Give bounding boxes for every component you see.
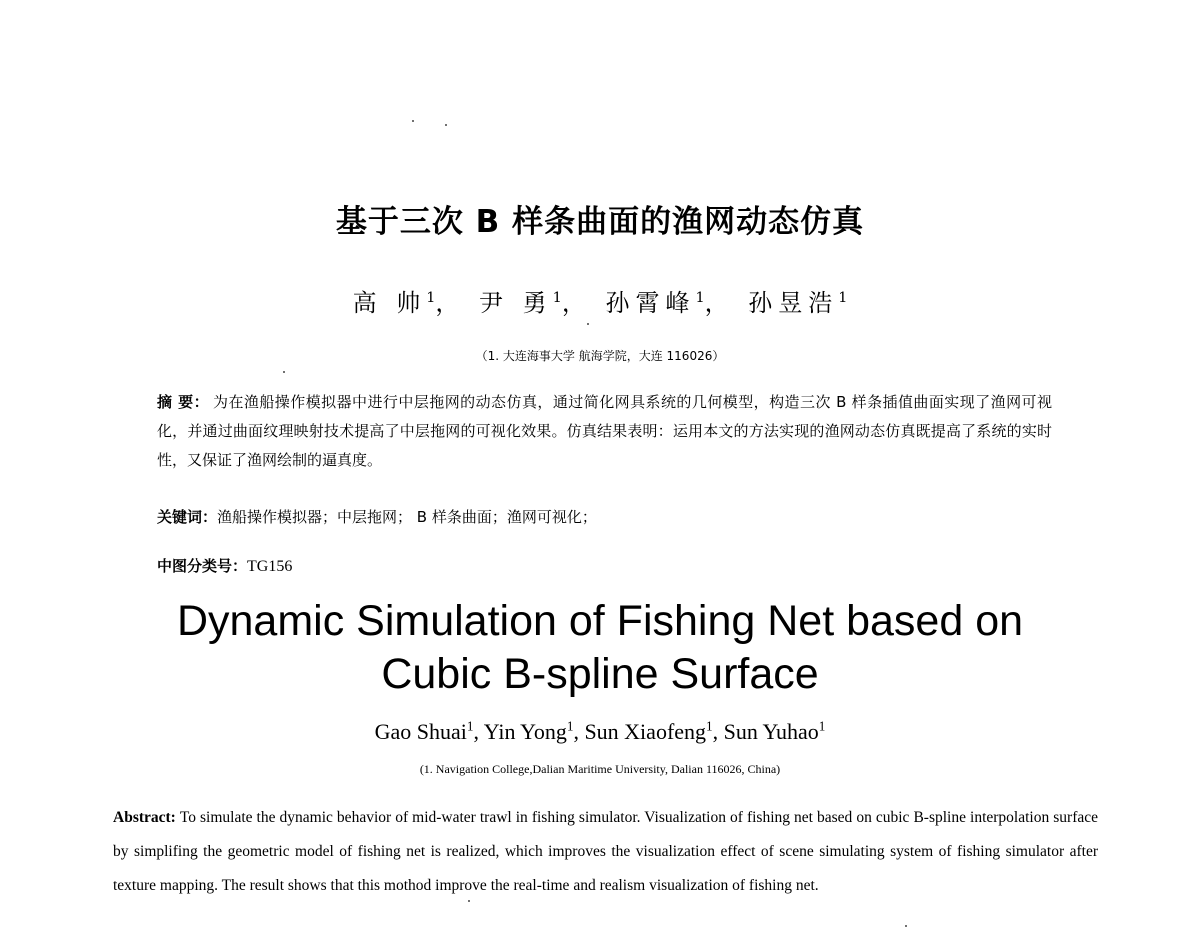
author-separator: , <box>712 719 724 744</box>
affiliation-marker: 1 <box>466 718 474 734</box>
classification-code: TG156 <box>247 558 293 575</box>
affiliation-marker: 1 <box>838 290 848 306</box>
english-abstract-text: To simulate the dynamic behavior of mid-water trawl in fishing simulator. Visualization of fishing net based on cubic B-spline interpolation surface by simplifing the geometric model of fishing net is realized, which improves the visualization effect of scene simulating system of fishing simulator after texture mapping. The result shows that this mothod improve the real-time and realism visualization of fishing net. <box>113 809 1098 894</box>
english-author: Gao Shuai <box>374 719 467 744</box>
english-title <box>0 595 1200 701</box>
author-separator: ， <box>561 289 592 317</box>
author-separator: ， <box>435 289 466 317</box>
scan-speck <box>587 323 589 325</box>
chinese-keywords-text: 渔船操作模拟器；中层拖网； B 样条曲面；渔网可视化； <box>217 508 597 526</box>
scan-speck <box>445 124 447 126</box>
chinese-author: 孙昱浩 <box>748 289 839 317</box>
author-separator: , <box>473 719 484 744</box>
chinese-author: 孙霄峰 <box>605 289 696 317</box>
author-separator: ， <box>704 289 735 317</box>
chinese-abstract-label: 摘 要： <box>157 393 210 411</box>
english-abstract <box>113 801 1098 903</box>
chinese-keywords-label: 关键词： <box>157 508 218 526</box>
affiliation-marker: 1 <box>706 718 713 734</box>
english-abstract-label: Abstract: <box>113 809 176 826</box>
scan-speck <box>905 925 907 927</box>
english-author: Yin Yong <box>483 719 567 744</box>
chinese-classification <box>157 555 292 576</box>
english-author-list <box>0 719 1200 745</box>
affiliation-marker: 1 <box>566 718 574 734</box>
affiliation-marker: 1 <box>818 718 826 734</box>
english-title-line: Cubic B-spline Surface <box>381 650 819 698</box>
chinese-author: 尹 勇 <box>479 289 553 317</box>
chinese-abstract <box>157 388 1052 475</box>
english-title-line: Dynamic Simulation of Fishing Net based on <box>176 597 1024 645</box>
english-author: Sun Yuhao <box>723 719 819 744</box>
english-author: Sun Xiaofeng <box>584 719 707 744</box>
affiliation-marker: 1 <box>426 290 436 306</box>
author-separator: , <box>573 719 585 744</box>
affiliation-marker: 1 <box>695 290 705 306</box>
chinese-author: 高 帅 <box>352 289 427 317</box>
chinese-affiliation: （1. 大连海事大学 航海学院，大连 116026） <box>475 349 725 363</box>
chinese-author-list <box>0 283 1200 318</box>
chinese-keywords <box>157 506 1052 527</box>
scan-speck <box>283 371 285 373</box>
classification-label: 中图分类号： <box>157 557 248 575</box>
chinese-title: 基于三次 B 样条曲面的渔网动态仿真 <box>335 204 865 240</box>
affiliation-marker: 1 <box>552 290 562 306</box>
english-affiliation: (1. Navigation College,Dalian Maritime University, Dalian 116026, China) <box>419 762 781 776</box>
chinese-abstract-text: 为在渔船操作模拟器中进行中层拖网的动态仿真，通过简化网具系统的几何模型，构造三次 B 样条插值曲面实现了渔网可视化，并通过曲面纹理映射技术提高了中层拖网的可视化效果。仿真结果表明：运用本文的方法实现的渔网动态仿真既提高了系统的实时性，又保证了渔网绘制的逼真度。 <box>157 393 1052 469</box>
scan-speck <box>412 120 414 122</box>
